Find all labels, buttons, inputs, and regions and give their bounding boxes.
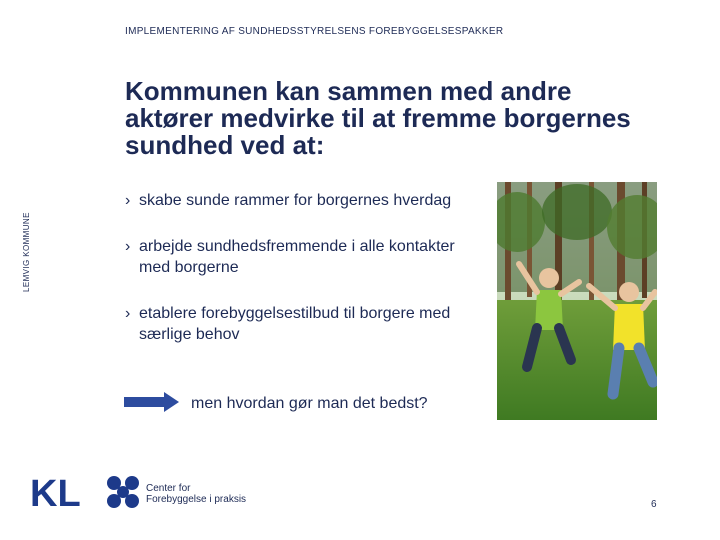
chevron-right-icon: › — [125, 305, 131, 322]
right-arrow-icon — [124, 392, 179, 412]
page-number: 6 — [651, 499, 657, 510]
bullet-item — [125, 236, 455, 278]
question-text: men hvordan gør man det bedst? — [191, 395, 428, 412]
center-logo-line2: Forebyggelse i praksis — [146, 494, 247, 505]
bullet-text: arbejde sundhedsfremmende i alle kontakter med borgerne — [139, 238, 455, 276]
bullet-list — [125, 190, 455, 370]
clover-logo-icon — [106, 475, 140, 509]
bullet-item — [125, 190, 455, 211]
chevron-right-icon: › — [125, 238, 131, 255]
kl-logo-text: KL — [30, 474, 81, 508]
children-playing-photo — [497, 182, 657, 420]
slide-title: Kommunen kan sammen med andre aktører medvirke til at fremme borgernes sundhed ved at: — [125, 76, 631, 160]
bullet-item — [125, 303, 455, 345]
chevron-right-icon: › — [125, 192, 131, 209]
header-title: IMPLEMENTERING AF SUNDHEDSSTYRELSENS FOREBYGGELSESPAKKER — [125, 26, 504, 37]
bullet-text: skabe sunde rammer for borgernes hverdag — [139, 192, 452, 209]
kl-logo — [30, 474, 86, 508]
center-logo-line1: Center for — [146, 483, 191, 494]
side-label: LEMVIG KOMMUNE — [22, 212, 31, 292]
bullet-text: etablere forebyggelsestilbud til borgere med særlige behov — [139, 305, 451, 343]
center-logo-text — [146, 483, 246, 505]
